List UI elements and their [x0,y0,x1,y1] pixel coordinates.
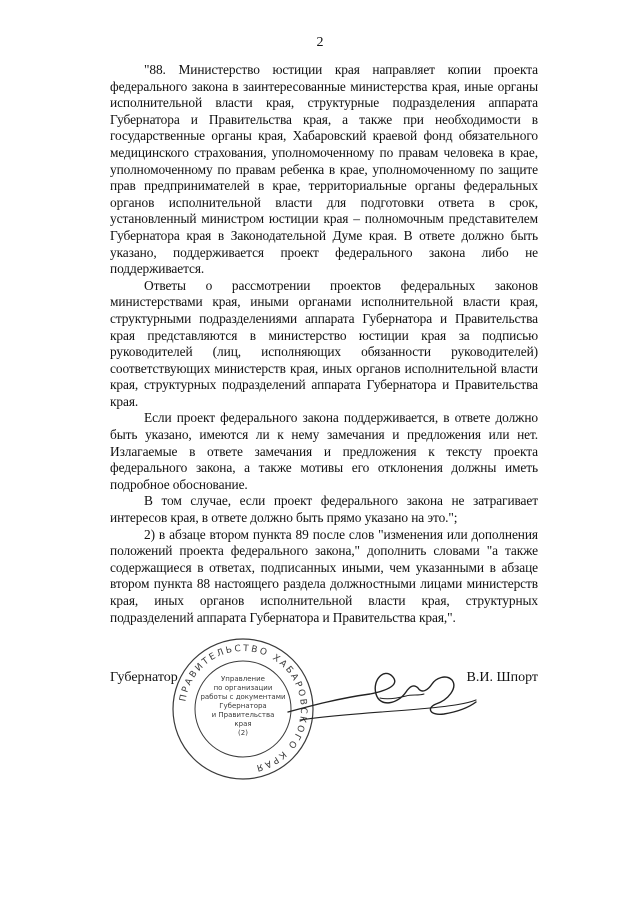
seal-line: края [234,720,252,728]
seal-line: (2) [238,729,248,737]
signatory-title: Губернатор [110,670,178,685]
document-body [110,62,538,626]
signatory-name: В.И. Шпорт [466,670,538,685]
page-number: 2 [316,35,324,50]
seal-outer-text: ПРАВИТЕЛЬСТВО ХАБАРОВСКОГО КРАЯ [178,643,309,773]
paragraph-answers: Ответы о рассмотрении проектов федеральных законов министерствами края, иными органами исполнительной власти края, структурными подразделениями аппарата Губернатора и Правительства края представляются в министерство юстиции края за подписью руководителей (лиц, исполняющих обязанности руководителей) соответствующих министерств края, иных органов исполнительной власти края, структурных подразделений аппарата Губернатора и Правительства края. [110,277,538,409]
seal-line: работы с документами [200,693,286,701]
seal-line: и Правительства [211,711,275,719]
handwritten-signature [280,654,480,734]
paragraph-clause-88: "88. Министерство юстиции края направляет копии проекта федерального закона в заинтересованные министерства края, иные органы исполнительной власти края, структурные подразделения аппарата Губернатора и Правительства края, а также при необходимости в государственные органы края, Хабаровский краевой фонд обязательного медицинского страхования, уполномоченному по правам человека в крае, уполномоченному по правам ребенка в крае, уполномоченному по защите прав предпринимателей в крае, территориальные органы федеральных органов исполнительной власти для подготовки ответа в срок, установленный министром юстиции края – полномочным представителем Губернатора края в Законодательной Думе края. В ответе должно быть указано, поддерживается проект федерального закона либо не поддерживается. [110,62,538,277]
paragraph-amendment-89: 2) в абзаце втором пункта 89 после слов "изменения или дополнения положений проекта федерального закона," дополнить словами "а также содержащиеся в ответах, подписанных иными, чем указанными в абзаце втором пункта 88 настоящего раздела должностными лицами министерств края, иных органов исполнительной власти края, структурных подразделений аппарата Губернатора и Правительства края,". [110,526,538,625]
paragraph-no-interest: В том случае, если проект федерального закона не затрагивает интересов края, в ответе должно быть прямо указано на это."; [110,493,538,526]
seal-line: Управление [221,675,265,683]
seal-line: по организации [213,684,273,692]
seal-line: Губернатора [219,702,267,710]
signature-block [110,643,538,782]
paragraph-if-supported: Если проект федерального закона поддерживается, в ответе должно быть указано, имеются ли к нему замечания и предложения или нет. Излагаемые в ответе замечания и предложения к тексту проекта федерального закона, а также мотивы его отклонения должны иметь подробное обоснование. [110,410,538,492]
